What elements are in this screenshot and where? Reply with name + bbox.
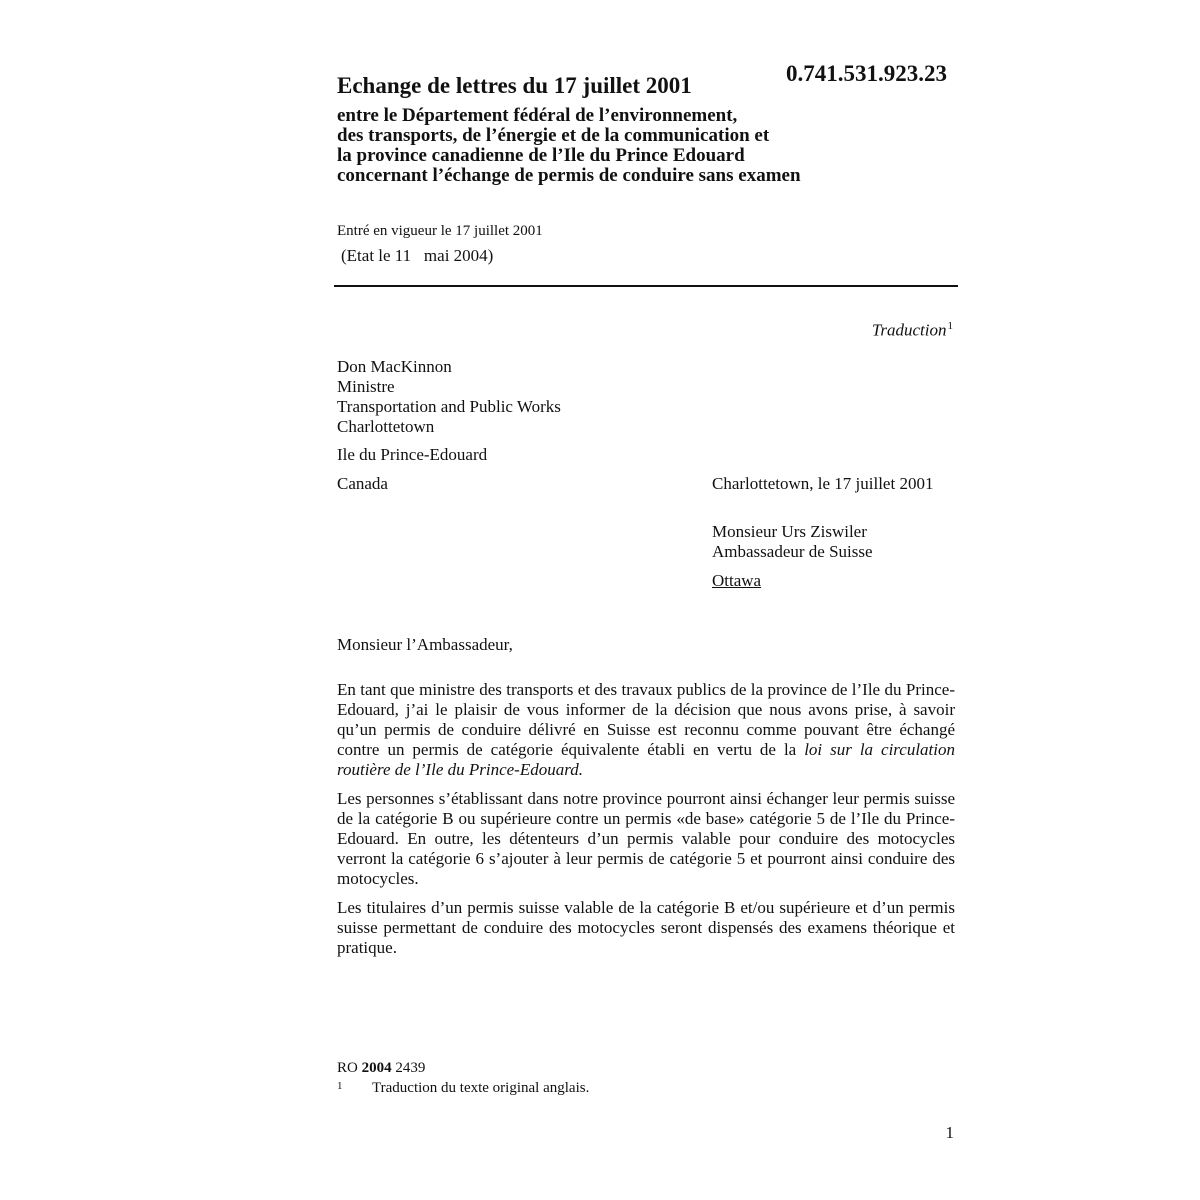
sender-region: Ile du Prince-Edouard <box>337 445 488 464</box>
salutation: Monsieur l’Ambassadeur, <box>337 635 513 654</box>
sender-line: Charlottetown <box>337 417 435 436</box>
sr-number: 0.741.531.923.23 <box>786 61 947 86</box>
body-paragraph: Les personnes s’établissant dans notre province pourront ainsi échanger leur permis suisse de la catégorie B ou supérieure contre un permis «de base» catégorie 5 de l’Ile du Prince-Edouard. En outre, les détenteurs d’un permis valable pour conduire des motocycles verront la catégorie 6 s’ajouter à leur permis de catégorie 5 et pourront ainsi conduire des motocycles. <box>337 789 955 888</box>
translation-label: Traduction <box>871 320 947 340</box>
ro-prefix: RO <box>337 1060 358 1076</box>
sender-line: Don MacKinnon <box>337 357 452 376</box>
body-paragraph <box>337 680 955 780</box>
subtitle-line: des transports, de l’énergie et de la communication et <box>337 125 770 146</box>
in-force-date: Entré en vigueur le 17 juillet 2001 <box>337 223 543 239</box>
date-place: Charlottetown, le 17 juillet 2001 <box>712 474 934 493</box>
footnote <box>337 1078 589 1098</box>
ro-reference <box>337 1058 425 1078</box>
subtitle-line: concernant l’échange de permis de conduire sans examen <box>337 165 801 186</box>
body-text: En tant que ministre des transports et des travaux publics de la province de l’Ile du Prince-Edouard, j’ai le plaisir de vous informer de la décision que nous avons prise, à savoir qu’un permis de conduire délivré en Suisse est reconnu comme pouvant être échangé contre un permis de catégorie équivalente établi en vertu de la <box>337 680 955 759</box>
ro-page: 2439 <box>395 1060 426 1076</box>
document-subtitle <box>337 106 957 186</box>
recipient-city: Ottawa <box>712 571 762 590</box>
sender-country: Canada <box>337 474 388 493</box>
recipient-line: Ambassadeur de Suisse <box>712 542 873 561</box>
footnote-text: Traduction du texte original anglais. <box>372 1080 590 1096</box>
sender-address <box>337 357 561 437</box>
recipient-address <box>712 522 873 562</box>
subtitle-line: la province canadienne de l’Ile du Prince Edouard <box>337 145 745 166</box>
footnote-reference[interactable]: 1 <box>947 320 953 332</box>
footnote-number: 1 <box>337 1080 343 1092</box>
letter-body <box>337 680 955 967</box>
state-date: (Etat le 11 mai 2004) <box>341 246 494 265</box>
document-title: Echange de lettres du 17 juillet 2001 <box>337 73 692 98</box>
header-divider <box>334 285 958 287</box>
recipient-line: Monsieur Urs Ziswiler <box>712 522 867 541</box>
translation-note <box>700 316 953 341</box>
subtitle-line: entre le Département fédéral de l’environnement, <box>337 105 738 126</box>
sender-line: Ministre <box>337 377 395 396</box>
page-number: 1 <box>945 1123 954 1142</box>
ro-year: 2004 <box>361 1060 392 1076</box>
law-title: loi sur la circulation routière de l’Ile du Prince-Edouard. <box>337 740 955 779</box>
sender-line: Transportation and Public Works <box>337 397 561 416</box>
body-paragraph: Les titulaires d’un permis suisse valable de la catégorie B et/ou supérieure et d’un permis suisse permettant de conduire des motocycles seront dispensés des examens théorique et pratique. <box>337 898 955 957</box>
